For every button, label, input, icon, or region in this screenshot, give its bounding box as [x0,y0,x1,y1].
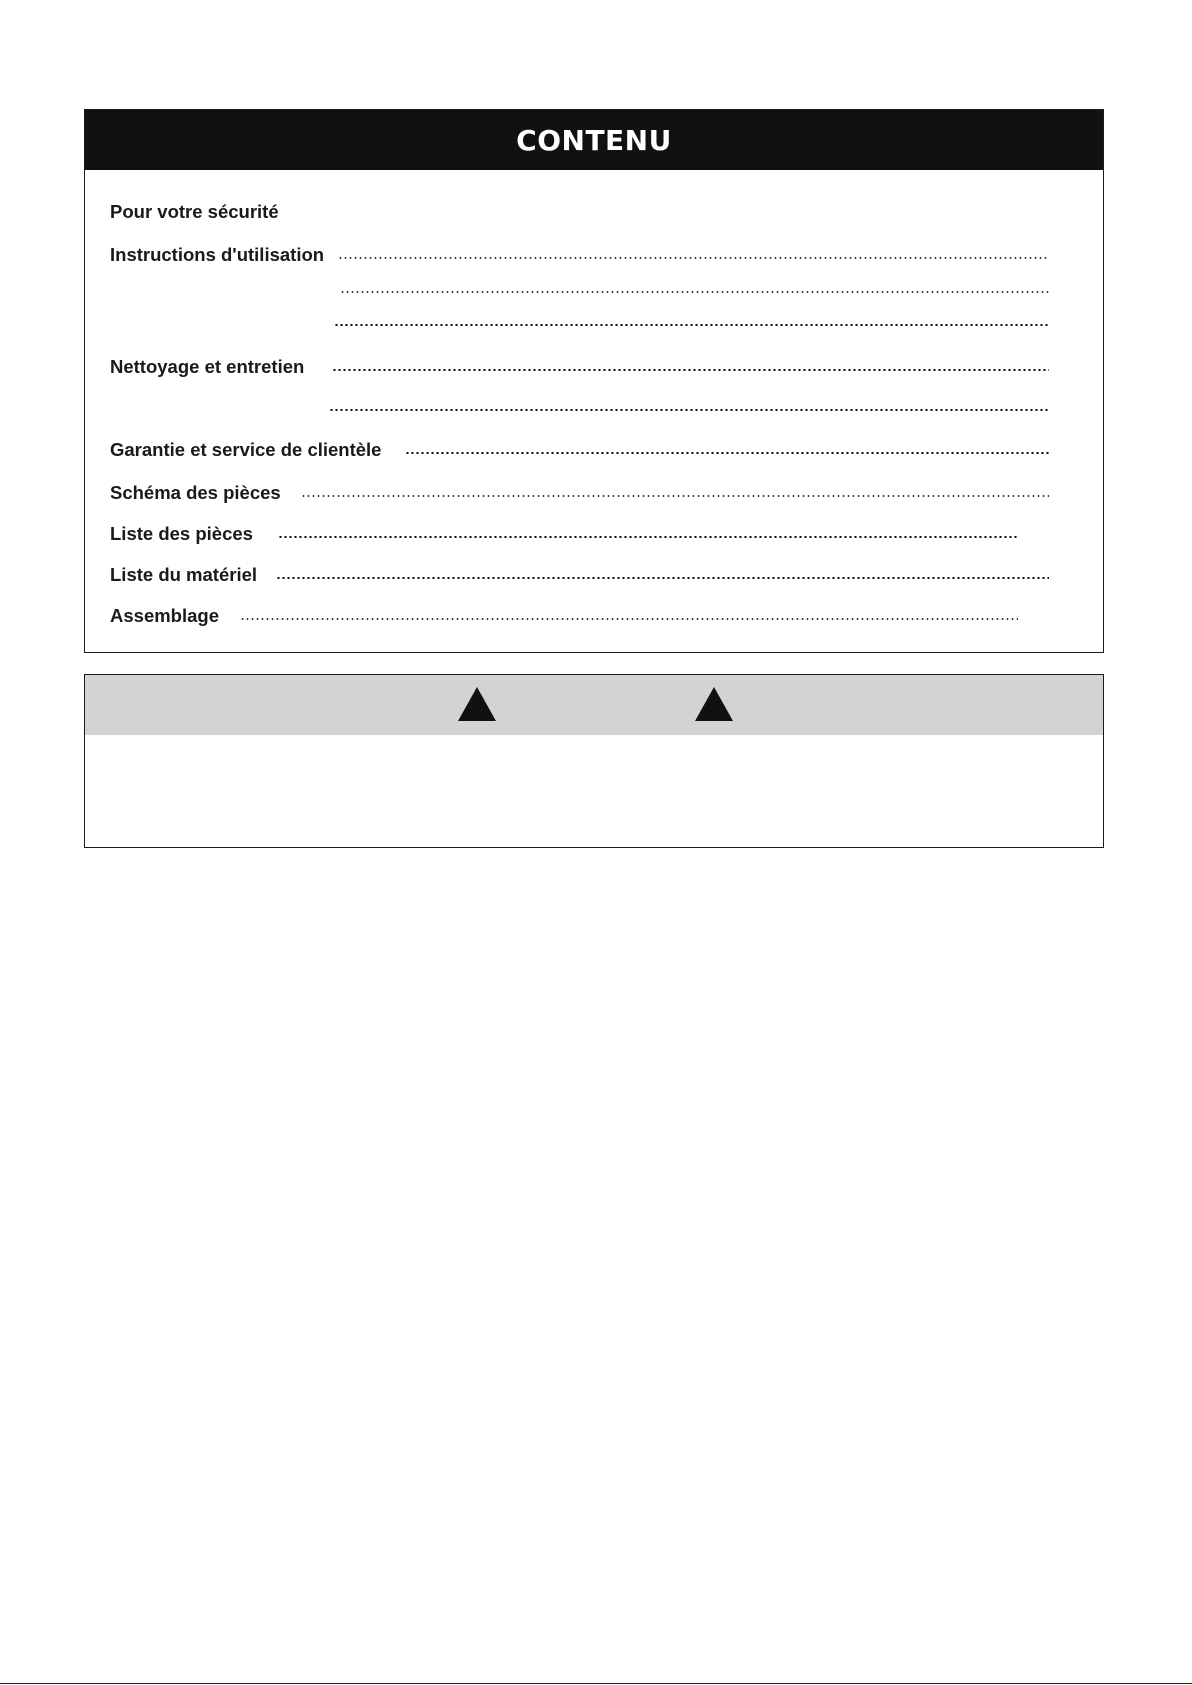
dot-leader [405,452,1049,454]
warning-triangle-icon [458,687,496,721]
contents-table [84,109,1104,653]
toc-entry-label: Garantie et service de clientèle [110,439,382,460]
toc-entry-safety[interactable] [110,200,1049,224]
toc-entry-blank[interactable] [334,310,1049,334]
toc-entry-label: Schéma des pièces [110,482,281,503]
toc-entry-label: Assemblage [110,605,219,626]
toc-entry-operating-instructions[interactable] [110,243,1049,267]
page-bottom-rule [0,1683,1192,1684]
dot-leader [340,291,1049,293]
toc-entry-label: Liste du matériel [110,564,258,585]
toc-entry-label: Liste des pièces [110,523,253,544]
warning-header [85,675,1103,735]
toc-entry-blank[interactable] [329,395,1049,419]
dot-leader [332,369,1049,371]
dot-leader [334,324,1049,326]
toc-entry-parts-list[interactable] [110,522,1018,546]
warning-box [84,674,1104,848]
toc-entry-label: Pour votre sécurité [110,201,279,222]
dot-leader [301,495,1049,497]
dot-leader [278,536,1018,538]
warning-triangle-icon [695,687,733,721]
toc-entry-label: Nettoyage et entretien [110,356,305,377]
toc-entry-blank[interactable] [340,277,1049,301]
toc-entry-cleaning[interactable] [110,355,1049,379]
toc-entry-assembly[interactable] [110,604,1018,628]
dot-leader [329,409,1049,411]
toc-entry-parts-diagram[interactable] [110,481,1049,505]
toc-entry-hardware-list[interactable] [110,563,1049,587]
dot-leader [338,257,1049,259]
dot-leader [240,618,1018,620]
dot-leader [276,577,1049,579]
toc-entry-warranty[interactable] [110,438,1049,462]
contents-title: CONTENU [85,110,1103,170]
toc-entry-label: Instructions d'utilisation [110,244,325,265]
